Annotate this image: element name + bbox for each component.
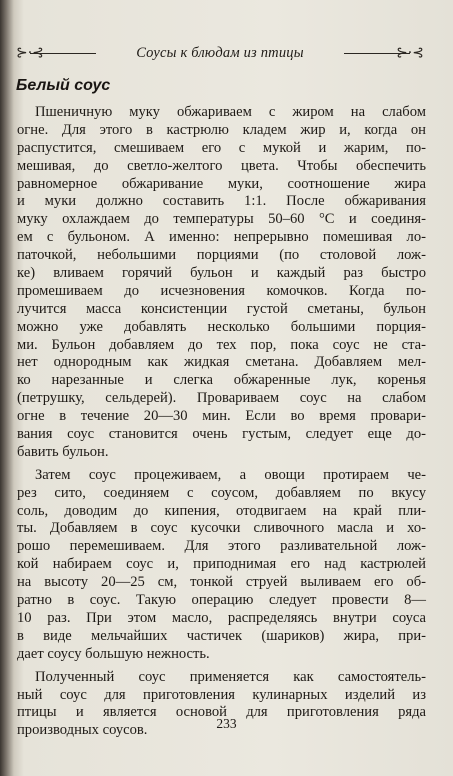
paragraph <box>17 104 426 462</box>
text-line: ке) вливаем горячий бульон и каждый раз быстро <box>17 265 426 282</box>
text-line: вания соус становится очень густым, следует еще до- <box>17 426 426 443</box>
text-line: и муки должно составить 1:1. После обжаривания <box>17 193 426 210</box>
text-line: нет однородным как жидкая сметана. Добавляем мел- <box>17 354 426 371</box>
text-line: промешиваем до исчезновения комочков. Когда по- <box>17 282 426 299</box>
text-line: ко нарезанные и слегка обжаренные лук, коренья <box>17 372 426 389</box>
text-line: бавить бульон. <box>17 443 109 460</box>
header-ornament-right: ⊱·⊰ <box>396 45 424 61</box>
text-line: Пшеничную муку обжариваем с жиром на слабом <box>35 104 426 120</box>
text-line: паточкой, небольшими порциями (по столовой лож- <box>17 247 426 264</box>
text-line: 10 раз. При этом масло, распределяясь внутри соуса <box>17 609 426 626</box>
text-line: ты. Добавляем в соус кусочки сливочного масла и хо- <box>17 520 426 537</box>
paragraph <box>17 467 426 664</box>
page-number: 233 <box>216 716 237 731</box>
text-line: огне в течение 20—30 мин. Если во время провари- <box>17 408 426 425</box>
text-line: производных соусов. <box>17 722 148 739</box>
text-line: можно уже добавлять несколько большими порция- <box>17 318 426 335</box>
text-line: мешивая, до светло-желтого цвета. Чтобы обеспечить <box>17 157 426 174</box>
running-header <box>16 42 424 66</box>
text-line: муку охлаждаем до температуры 50–60 °С и соединя- <box>17 211 426 228</box>
text-line: ратно в соус. Такую операцию следует провести 8— <box>17 592 426 609</box>
body-text <box>17 104 426 740</box>
text-line: (петрушку, сельдерей). Провариваем соус на слабом <box>17 390 426 407</box>
text-line: Затем соус процеживаем, а овощи протираем че- <box>35 466 426 483</box>
text-line: дает соусу большую нежность. <box>17 645 210 662</box>
text-line: ми. Бульон добавляем до тех пор, пока соус не ста- <box>17 336 426 353</box>
text-line: кой набираем соус и, приподнимая его над кастрюлей <box>17 556 426 573</box>
text-line: в виде мельчайших частичек (шариков) жира, при- <box>17 627 426 644</box>
text-line: лучится масса консистенции густой сметаны, бульон <box>17 300 426 317</box>
running-header-title: Соусы к блюдам из птицы <box>136 45 304 61</box>
header-ornament-left: ⊱·⊰ <box>16 45 44 61</box>
text-line: равномерное обжаривание муки, соотношение жира <box>17 175 426 192</box>
text-line: огне. Для этого в кастрюлю кладем жир и, когда он <box>17 121 426 138</box>
text-line: птицы и является основой для приготовления ряда <box>17 704 426 721</box>
text-line: Полученный соус применяется как самостоятель- <box>35 668 426 685</box>
text-line: ный соус для приготовления кулинарных изделий из <box>17 686 426 703</box>
text-line: рошо перемешиваем. Для этого разливательной лож- <box>17 538 426 555</box>
text-line: на высоту 20—25 см, тонкой струей выливаем его об- <box>17 574 426 591</box>
section-title: Белый соус <box>16 77 111 94</box>
text-line: соль, доводим до кипения, отодвигаем на край пли- <box>17 502 426 519</box>
text-line: распустится, смешиваем его с мукой и жарим, по- <box>17 139 426 156</box>
text-line: рез сито, соединяем с соусом, добавляем по вкусу <box>17 484 426 501</box>
text-line: ем с бульоном. А именно: непрерывно помешивая ло- <box>17 229 426 246</box>
